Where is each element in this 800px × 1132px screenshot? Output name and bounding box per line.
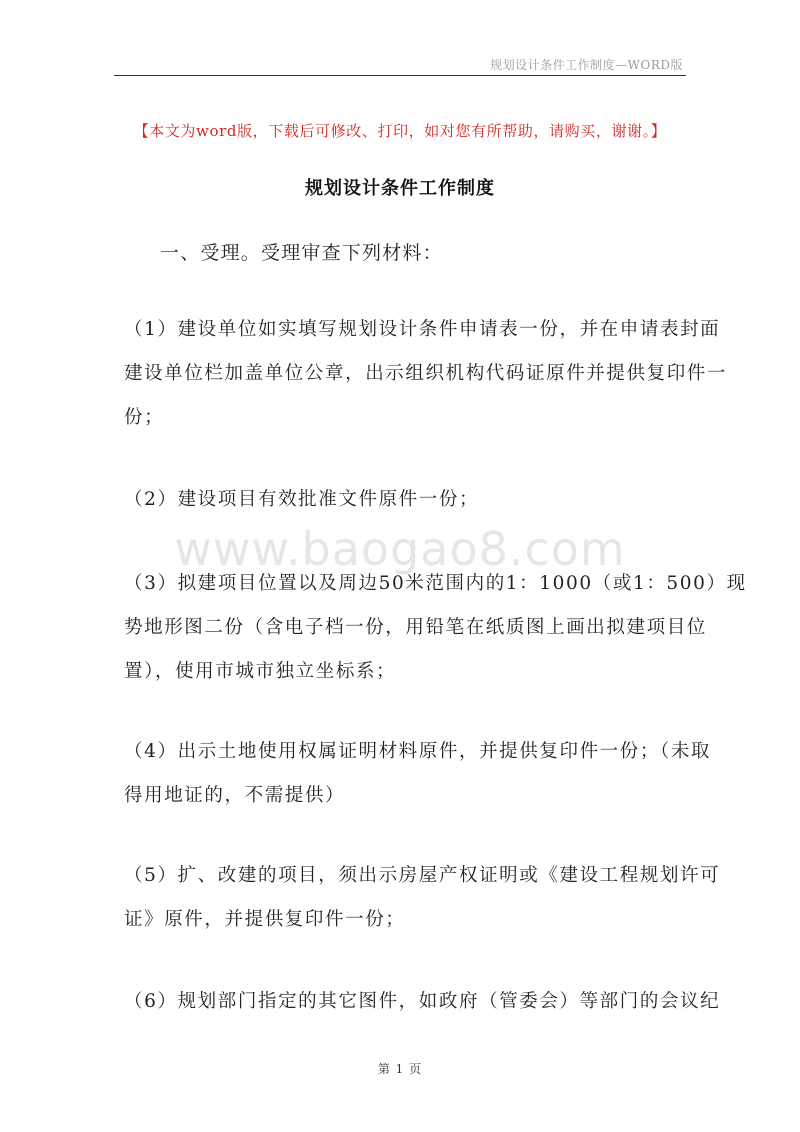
download-notice: 【本文为word版，下载后可修改、打印，如对您有所帮助，请购买，谢谢。】 (133, 122, 667, 140)
list-item-3 (124, 562, 747, 694)
list-item-4 (124, 730, 712, 818)
header-divider (114, 75, 686, 76)
page-number: 第 1 页 (377, 1062, 423, 1076)
list-item-line: 建设单位栏加盖单位公章，出示组织机构代码证原件并提供复印件一 (124, 363, 728, 384)
list-item-line: 置），使用市城市独立坐标系； (124, 661, 397, 682)
list-item-1 (124, 308, 728, 440)
list-item-line: 得用地证的，不需提供） (124, 785, 346, 806)
list-item-line: （2）建设项目有效批准文件原件一份； (124, 489, 480, 510)
list-item-6 (124, 980, 721, 1024)
list-item-5 (124, 854, 721, 942)
list-item-line: （1）建设单位如实填写规划设计条件申请表一份，并在申请表封面 (124, 319, 721, 340)
list-item-line: 份； (124, 407, 165, 428)
running-header-title: 规划设计条件工作制度—WORD版 (490, 58, 683, 72)
document-title: 规划设计条件工作制度 (305, 178, 495, 199)
list-item-line: 势地形图二份（含电子档一份，用铅笔在纸质图上画出拟建项目位 (124, 617, 707, 638)
list-item-line: 证》原件，并提供复印件一份； (124, 909, 406, 930)
list-item-line: （3）拟建项目位置以及周边50米范围内的1：1000（或1：500）现 (124, 573, 747, 594)
list-item-line: （5）扩、改建的项目，须出示房屋产权证明或《建设工程规划许可 (124, 865, 721, 886)
list-item-line: （4）出示土地使用权属证明材料原件，并提供复印件一份；（未取 (124, 741, 712, 762)
list-item-line: （6）规划部门指定的其它图件，如政府（管委会）等部门的会议纪 (124, 991, 721, 1012)
list-item-2 (124, 478, 684, 522)
section-heading: 一、受理。受理审查下列材料： (160, 242, 443, 264)
watermark: www.baogao8.com (174, 522, 626, 576)
